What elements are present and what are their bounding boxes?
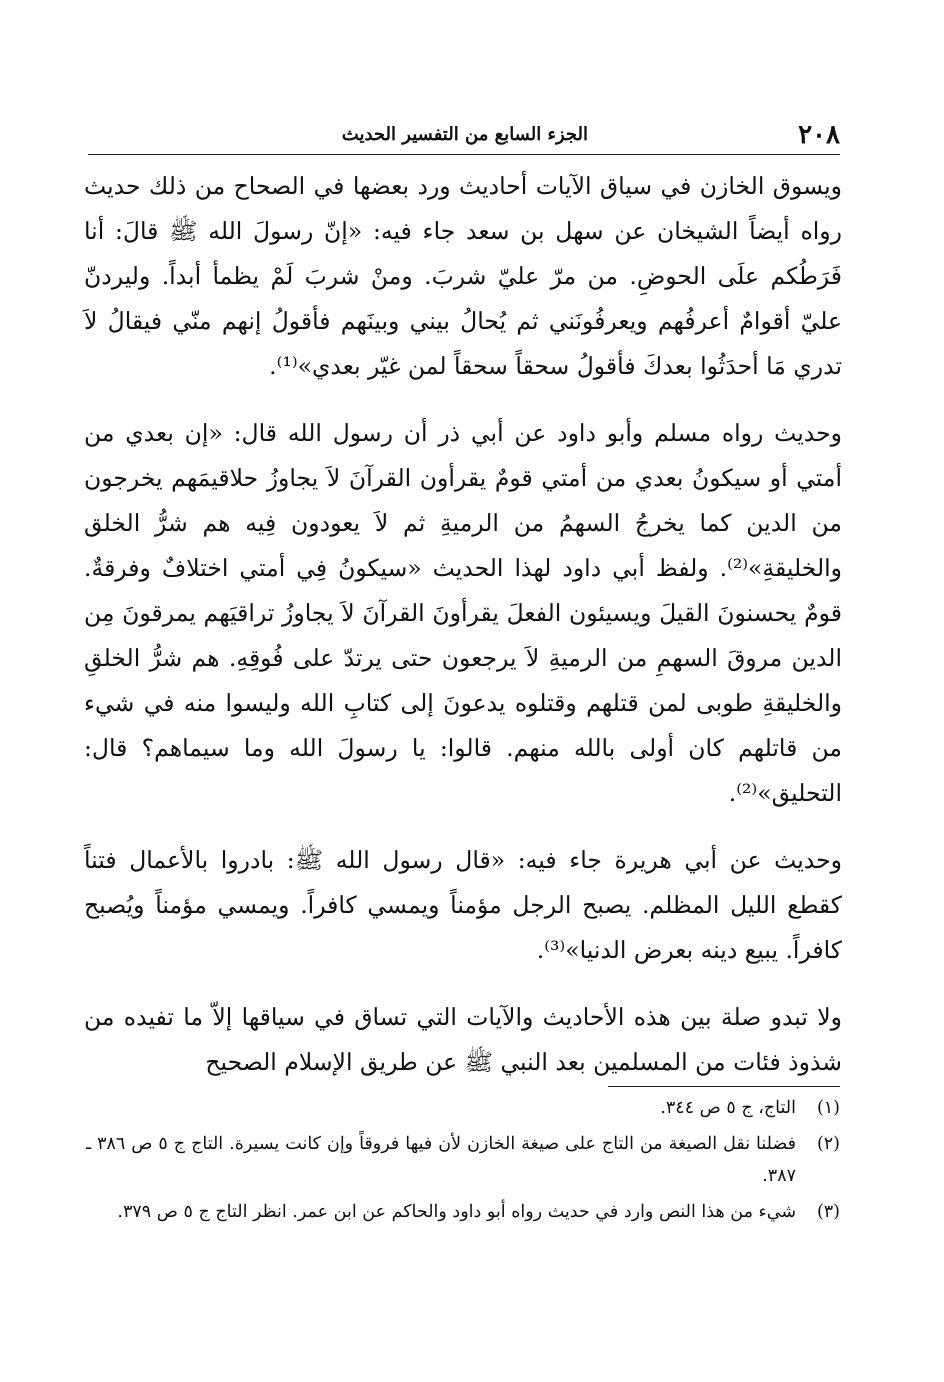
page-header (88, 118, 840, 155)
paragraph: ولا تبدو صلة بين هذه الأحاديث والآيات التي تساق في سياقها إلاّ ما تفيده من شذوذ فئات من المسلمين بعد النبي ﷺ عن طريق الإسلام الصحيح (84, 1003, 842, 1076)
paragraph: ويسوق الخازن في سياق الآيات أحاديث ورد بعضها في الصحاح من ذلك حديث رواه أيضاً الشيخان عن سهل بن سعد جاء فيه: «إنّ رسولَ الله ﷺ قالَ: أنا فَرَطُكم علَى الحوضِ. من مرّ عليّ شربَ. ومنْ شربَ لَمْ يظمأ أبداً. وليردنّ عليّ أقوامٌ أعرفُهم ويعرفُونَني ثم يُحالُ بيني وبينَهم فأقولُ إنهم منّي فيقالُ لاَ تدري مَا أحدَثُوا بعدكَ فأقولُ سحقاً سحقاً لمن غيّر بعدي»⁽¹⁾. (84, 172, 842, 380)
paragraph: وحديث رواه مسلم وأبو داود عن أبي ذر أن رسول الله قال: «إن بعدي من أمتي أو سيكونُ بعدي من أمتي قومٌ يقرأون القرآنَ لاَ يجاوزُ حلاقيمَهم يخرجون من الدين كما يخرجُ السهمُ من الرميةِ ثم لاَ يعودون فِيه هم شرُّ الخلق والخليقةِ»⁽²⁾. ولفظ أبي داود لهذا الحديث «سيكونُ فِي أمتي اختلافٌ وفرقةٌ. قومٌ يحسنونَ القيلَ ويسيئون الفعلَ يقرأونَ القرآنَ لاَ يجاوزُ تراقيَهم يمرقونَ مِن الدين مروقَ السهمِ من الرميةِ لاَ يرجعون حتى يرتدّ على فُوقِهِ. هم شرُّ الخلقِ والخليقةِ طوبى لمن قتلهم وقتلوه يدعونَ إلى كتابِ الله وليسوا منه في شيء من قاتلهم كان أولى بالله منهم. قالوا: يا رسولَ الله وما سيماهم؟ قال: التحليق»⁽²⁾. (84, 419, 842, 807)
footnote (86, 1092, 840, 1124)
footnote-number: (٣) (816, 1202, 840, 1222)
footnote-text: شيء من هذا النص وارد في حديث رواه أبو داود والحاكم عن ابن عمر. انظر التاج ج ٥ ص ٣٧٩. (117, 1202, 796, 1222)
main-text (84, 164, 842, 1085)
running-title: الجزء السابع من التفسير الحديث (341, 124, 588, 145)
footnote-number: (١) (816, 1098, 840, 1118)
footnotes (86, 1092, 840, 1232)
paragraph: وحديث عن أبي هريرة جاء فيه: «قال رسول الله ﷺ: بادروا بالأعمال فتناً كقطع الليل المظلم. يصبح الرجل مؤمناً ويمسي كافراً. ويمسي مؤمناً ويُصبح كافراً. يبيع دينه بعرض الدنيا»⁽³⁾. (84, 846, 842, 964)
footnote-text: التاج، ج ٥ ص ٣٤٤. (660, 1098, 796, 1118)
footnote-divider (608, 1086, 840, 1087)
page-number: ٢٠٨ (798, 120, 840, 150)
footnote-number: (٢) (816, 1134, 840, 1154)
footnote-text: فضلنا نقل الصيغة من التاج على صيغة الخازن لأن فيها فروقاً وإن كانت يسيرة. التاج ج ٥ ص ٣٨٦ ـ ٣٨٧. (86, 1134, 796, 1186)
footnote (86, 1196, 840, 1228)
footnote (86, 1128, 840, 1192)
